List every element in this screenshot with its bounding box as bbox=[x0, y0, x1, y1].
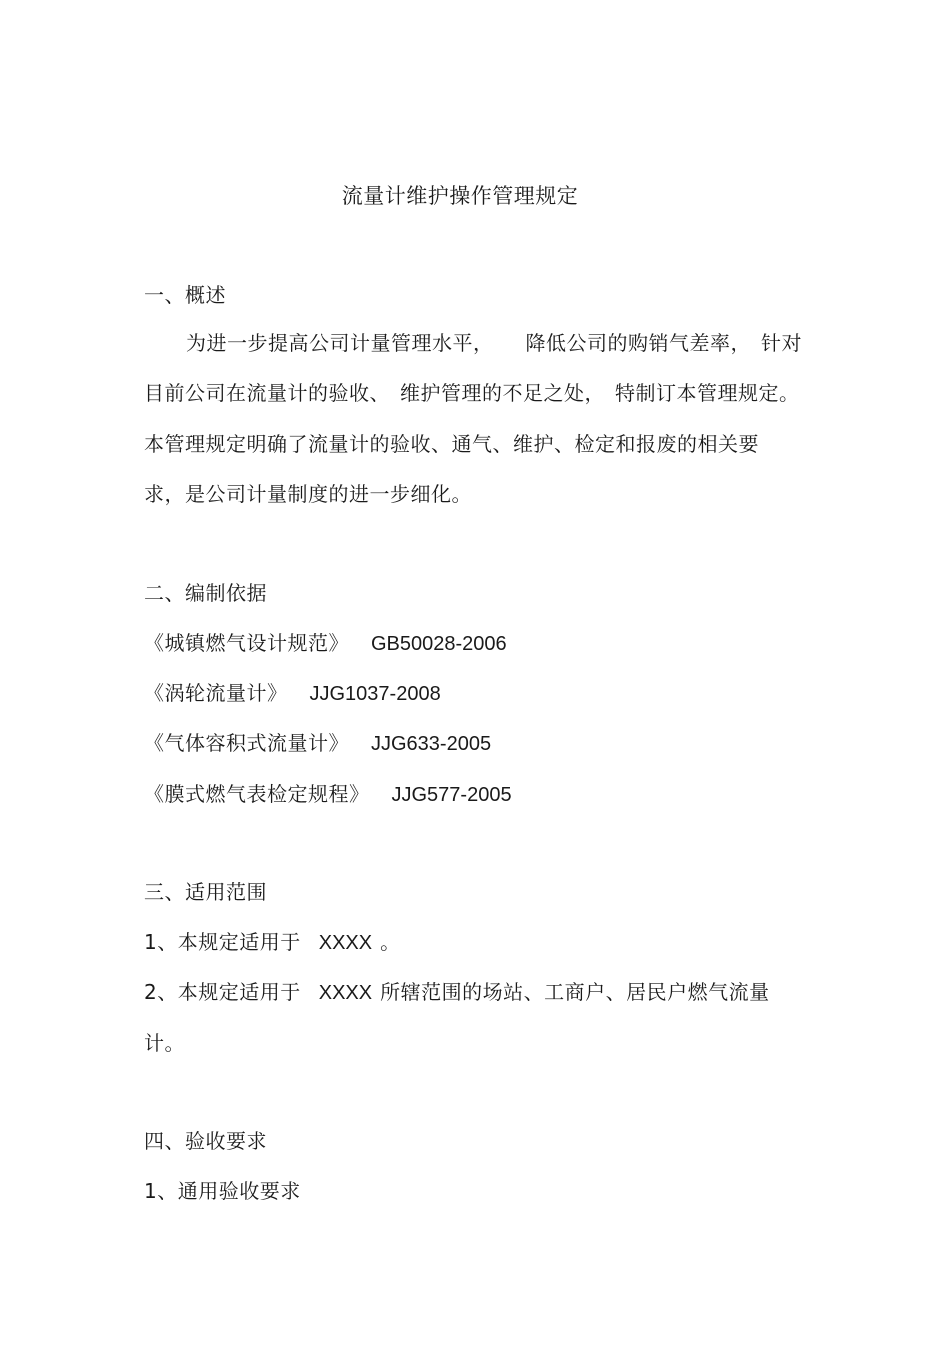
overview-text: 目前公司在流量计的验收、 bbox=[144, 381, 390, 405]
basis-item bbox=[144, 629, 507, 658]
overview-paragraph-line-1 bbox=[186, 329, 802, 357]
standard-code: GB50028-2006 bbox=[371, 633, 507, 655]
overview-paragraph-line-3: 本管理规定明确了流量计的验收、通气、维护、检定和报废的相关要 bbox=[144, 432, 759, 456]
basis-item bbox=[144, 679, 441, 708]
overview-text: 降低公司的购销气差率， bbox=[525, 331, 751, 355]
document-title: 流量计维护操作管理规定 bbox=[341, 184, 579, 208]
standard-code: JJG633-2005 bbox=[371, 733, 492, 755]
scope-item-2 bbox=[144, 978, 770, 1007]
standard-name: 《城镇燃气设计规范》 bbox=[144, 631, 349, 655]
scope-text: 1、本规定适用于 bbox=[144, 930, 301, 954]
scope-code: XXXX bbox=[318, 982, 373, 1004]
overview-text: 维护管理的不足之处， bbox=[400, 381, 605, 405]
scope-item-2-continued: 计。 bbox=[144, 1031, 185, 1055]
section-heading-scope: 三、适用范围 bbox=[144, 880, 267, 904]
scope-text: 2、本规定适用于 bbox=[144, 980, 301, 1004]
overview-text: 为进一步提高公司计量管理水平， bbox=[186, 331, 494, 355]
scope-item-1 bbox=[144, 928, 401, 957]
overview-text: 特制订本管理规定。 bbox=[615, 381, 800, 405]
standard-name: 《气体容积式流量计》 bbox=[144, 731, 349, 755]
scope-code: XXXX bbox=[318, 932, 373, 954]
acceptance-item-1: 1、通用验收要求 bbox=[144, 1179, 301, 1203]
overview-paragraph-line-2 bbox=[144, 379, 800, 407]
standard-name: 《膜式燃气表检定规程》 bbox=[144, 782, 370, 806]
section-heading-basis: 二、编制依据 bbox=[144, 581, 267, 605]
standard-code: JJG1037-2008 bbox=[309, 683, 441, 705]
scope-text: 。 bbox=[380, 930, 401, 954]
section-heading-acceptance: 四、验收要求 bbox=[144, 1129, 267, 1153]
basis-item bbox=[144, 729, 491, 758]
overview-text: 针对 bbox=[761, 331, 802, 355]
section-heading-overview: 一、概述 bbox=[144, 283, 226, 307]
scope-text: 所辖范围的场站、工商户、居民户燃气流量 bbox=[380, 980, 770, 1004]
overview-paragraph-line-4: 求，是公司计量制度的进一步细化。 bbox=[144, 482, 472, 506]
basis-item bbox=[144, 780, 512, 809]
standard-code: JJG577-2005 bbox=[391, 784, 512, 806]
standard-name: 《涡轮流量计》 bbox=[144, 681, 288, 705]
